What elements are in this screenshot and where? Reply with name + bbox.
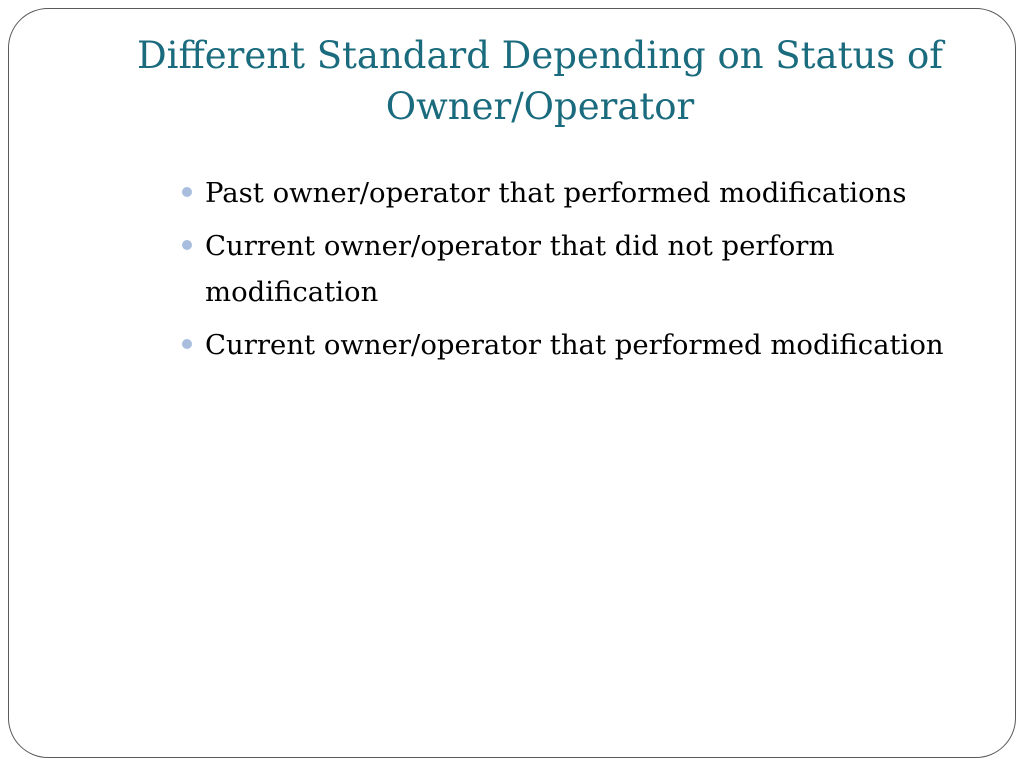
bullet-item — [181, 170, 961, 216]
bullet-icon — [182, 240, 192, 250]
bullet-icon — [182, 339, 192, 349]
bullet-item — [181, 223, 961, 315]
bullet-item — [181, 322, 961, 368]
slide-title: Different Standard Depending on Status of Owner/Operator — [136, 34, 944, 129]
bullet-text: Past owner/operator that performed modifications — [205, 177, 907, 209]
bullet-text: Current owner/operator that performed modification — [205, 329, 944, 361]
bullet-list — [181, 170, 961, 375]
bullet-icon — [182, 187, 192, 197]
bullet-text: Current owner/operator that did not perform modification — [205, 230, 835, 308]
